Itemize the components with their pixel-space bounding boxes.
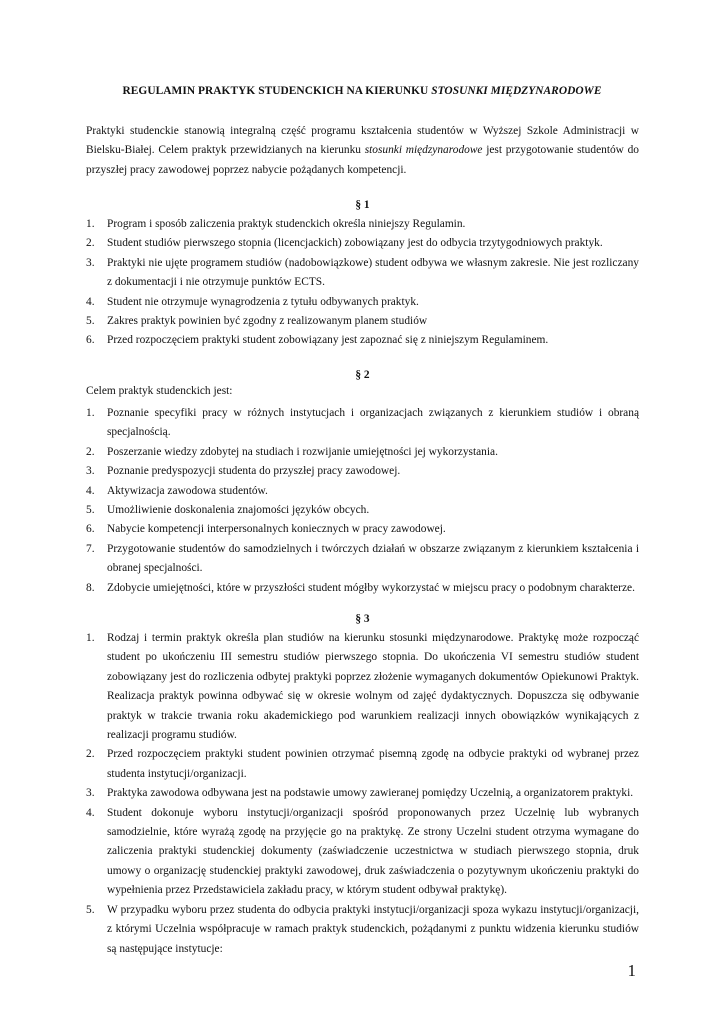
list-item: 4. Student dokonuje wyboru instytucji/organizacji spośród proponowanych przez Uczelnię lub wybranych samodzielnie, które wyrażą zgodę na przyjęcie go na praktykę. Ze strony Uczelni student otrzyma wymagane do zaliczenia praktyki studenckiej dokumenty (zaświadczenie uczestnictwa w studiach pierwszego stopnia, druk umowy o organizację studenckiej praktyki zawodowej, druk zaświadczenia o pozytywnym ukończeniu praktyki do wypełnienia przez Przedstawiciela zakładu pracy, w którym student odbywał praktykę). [86,806,639,897]
section-2-list [86,404,639,598]
list-item: 3. Poznanie predyspozycji studenta do przyszłej pracy zawodowej. [86,465,401,478]
section-3-list [86,629,639,959]
list-item: 2. Student studiów pierwszego stopnia (licencjackich) zobowiązany jest do odbycia trzytygodniowych praktyk. [86,237,603,250]
list-item: 1. Program i sposób zaliczenia praktyk studenckich określa niniejszy Regulamin. [86,218,466,230]
section-3-heading: § 3 [355,613,370,625]
list-item: 1. Rodzaj i termin praktyk określa plan studiów na kierunku stosunki międzynarodowe. Praktykę może rozpocząć student po ukończeniu III semestru studiów pierwszego stopnia. Do ukończenia VI semestru studiów student zobowiązany jest do rozliczenia odbytej praktyki poprzez złożenie wymaganych dokumentów Opiekunowi Praktyk. Realizacja praktyk powinna odbywać się w okresie wolnym od zajęć dydaktycznych. Dopuszcza się odbywanie praktyk w trakcie trwania roku akademickiego pod warunkiem realizacji innych obowiązków wynikających z realizacji programu studiów. [86,632,639,742]
section-2-lead: Celem praktyk studenckich jest: [86,385,233,397]
list-item: 3. Praktyki nie ujęte programem studiów (nadobowiązkowe) student odbywa we własnym zakresie. Nie jest rozliczany z dokumentacji i nie otrzymuje punktów ECTS. [86,256,639,289]
section-1-heading: § 1 [355,199,370,211]
intro-paragraph: Praktyki studenckie stanowią integralną część programu kształcenia studentów w Wyższej Szkole Administracji w Bielsku-Białej. Celem praktyk przewidzianych na kierunku stosunki międzynarodowe jest przygotowanie studentów do przyszłej pracy zawodowej poprzez nabycie pożądanych kompetencji. [86,125,639,176]
list-item: 8. Zdobycie umiejętności, które w przyszłości student mógłby wykorzystać w miejscu pracy o podobnym charakterze. [86,581,635,594]
list-item: 5. Zakres praktyk powinien być zgodny z realizowanym planem studiów [86,315,428,328]
section-2-heading: § 2 [355,369,370,381]
list-item: 6. Przed rozpoczęciem praktyki student zobowiązany jest zapoznać się z niniejszym Regulaminem. [86,334,549,347]
list-item: 1. Poznanie specyfiki pracy w różnych instytucjach i organizacjach związanych z kierunkiem studiów i obraną specjalnością. [86,407,639,439]
list-item: 4. Aktywizacja zawodowa studentów. [86,484,268,497]
list-item: 7. Przygotowanie studentów do samodzielnych i twórczych działań w obszarze związanym z kierunkiem kształcenia i obranej specjalności. [86,542,639,575]
list-item: 6. Nabycie kompetencji interpersonalnych koniecznych w pracy zawodowej. [86,523,446,536]
list-item: 2. Poszerzanie wiedzy zdobytej na studiach i rozwijanie umiejętności jej wykorzystania. [86,445,498,458]
page-number: 1 [627,961,636,980]
section-1-list [86,215,639,351]
document-title [86,85,638,97]
list-item: 5. W przypadku wyboru przez studenta do odbycia praktyki instytucji/organizacji spoza wykazu instytucji/organizacji, z którymi Uczelnia współpracuje w ramach praktyk studenckich, pożądanymi z punktu widzenia kierunku studiów są następujące instytucje: [86,903,639,955]
list-item: 2. Przed rozpoczęciem praktyki student powinien otrzymać pisemną zgodę na odbycie praktyki od wybranej przez studenta instytucji/organizacji. [86,748,639,780]
list-item: 4. Student nie otrzymuje wynagrodzenia z tytułu odbywanych praktyk. [86,295,419,308]
intro-italic: stosunki międzynarodowe [364,144,483,157]
title-italic: STOSUNKI MIĘDZYNARODOWE [431,85,602,97]
list-item: 5. Umożliwienie doskonalenia znajomości języków obcych. [86,504,370,517]
title-text: REGULAMIN PRAKTYK STUDENCKICH NA KIERUNKU [122,85,432,97]
list-item: 3. Praktyka zawodowa odbywana jest na podstawie umowy zawieranej pomiędzy Uczelnią, a organizatorem praktyki. [86,787,634,800]
